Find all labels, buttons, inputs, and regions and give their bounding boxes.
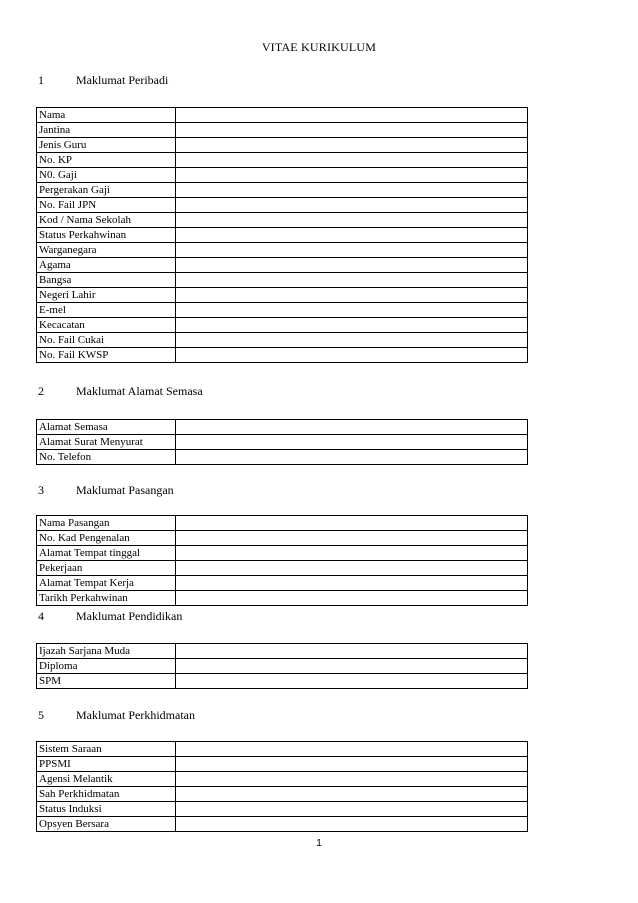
section-1-heading bbox=[38, 73, 168, 88]
field-value-cell[interactable] bbox=[176, 273, 528, 288]
field-label: Status Perkahwinan bbox=[37, 228, 176, 243]
form-row bbox=[37, 108, 528, 123]
form-row bbox=[37, 576, 528, 591]
field-value-cell[interactable] bbox=[176, 435, 528, 450]
form-row bbox=[37, 757, 528, 772]
field-value-cell[interactable] bbox=[176, 561, 528, 576]
form-row bbox=[37, 168, 528, 183]
form-row bbox=[37, 420, 528, 435]
field-label: Nama Pasangan bbox=[37, 516, 176, 531]
field-label: N0. Gaji bbox=[37, 168, 176, 183]
section-number: 5 bbox=[38, 708, 44, 722]
form-row bbox=[37, 258, 528, 273]
field-label: Sah Perkhidmatan bbox=[37, 787, 176, 802]
field-label: Bangsa bbox=[37, 273, 176, 288]
field-label: Alamat Tempat tinggal bbox=[37, 546, 176, 561]
field-label: Opsyen Bersara bbox=[37, 817, 176, 832]
field-value-cell[interactable] bbox=[176, 153, 528, 168]
section-number: 3 bbox=[38, 483, 44, 497]
field-value-cell[interactable] bbox=[176, 674, 528, 689]
field-label: Jenis Guru bbox=[37, 138, 176, 153]
form-row bbox=[37, 228, 528, 243]
form-row bbox=[37, 659, 528, 674]
field-value-cell[interactable] bbox=[176, 516, 528, 531]
field-label: Tarikh Perkahwinan bbox=[37, 591, 176, 606]
section-title: Maklumat Pendidikan bbox=[76, 609, 183, 623]
form-row bbox=[37, 348, 528, 363]
section-5-table bbox=[36, 741, 528, 832]
field-value-cell[interactable] bbox=[176, 644, 528, 659]
field-value-cell[interactable] bbox=[176, 591, 528, 606]
section-5-heading bbox=[38, 708, 195, 723]
field-label: Alamat Semasa bbox=[37, 420, 176, 435]
field-value-cell[interactable] bbox=[176, 546, 528, 561]
field-label: No. Fail Cukai bbox=[37, 333, 176, 348]
field-value-cell[interactable] bbox=[176, 108, 528, 123]
field-label: Ijazah Sarjana Muda bbox=[37, 644, 176, 659]
field-value-cell[interactable] bbox=[176, 450, 528, 465]
field-value-cell[interactable] bbox=[176, 243, 528, 258]
field-value-cell[interactable] bbox=[176, 138, 528, 153]
field-label: Pergerakan Gaji bbox=[37, 183, 176, 198]
section-number: 4 bbox=[38, 609, 44, 623]
field-value-cell[interactable] bbox=[176, 168, 528, 183]
section-number: 1 bbox=[38, 73, 44, 87]
field-label: Alamat Tempat Kerja bbox=[37, 576, 176, 591]
field-label: E-mel bbox=[37, 303, 176, 318]
section-number: 2 bbox=[38, 384, 44, 398]
field-label: No. Fail KWSP bbox=[37, 348, 176, 363]
form-row bbox=[37, 273, 528, 288]
field-value-cell[interactable] bbox=[176, 659, 528, 674]
section-title: Maklumat Pasangan bbox=[76, 483, 174, 497]
field-value-cell[interactable] bbox=[176, 228, 528, 243]
field-label: No. Fail JPN bbox=[37, 198, 176, 213]
field-label: No. KP bbox=[37, 153, 176, 168]
form-row bbox=[37, 243, 528, 258]
section-4-heading bbox=[38, 609, 182, 624]
field-value-cell[interactable] bbox=[176, 198, 528, 213]
field-value-cell[interactable] bbox=[176, 742, 528, 757]
field-value-cell[interactable] bbox=[176, 772, 528, 787]
form-row bbox=[37, 561, 528, 576]
section-title: Maklumat Alamat Semasa bbox=[76, 384, 203, 398]
section-2-heading bbox=[38, 384, 203, 399]
form-row bbox=[37, 546, 528, 561]
form-row bbox=[37, 435, 528, 450]
field-value-cell[interactable] bbox=[176, 817, 528, 832]
field-value-cell[interactable] bbox=[176, 183, 528, 198]
field-value-cell[interactable] bbox=[176, 318, 528, 333]
field-label: No. Kad Pengenalan bbox=[37, 531, 176, 546]
field-label: No. Telefon bbox=[37, 450, 176, 465]
field-label: PPSMI bbox=[37, 757, 176, 772]
field-label: Kod / Nama Sekolah bbox=[37, 213, 176, 228]
form-row bbox=[37, 644, 528, 659]
form-row bbox=[37, 318, 528, 333]
form-row bbox=[37, 198, 528, 213]
section-1-table bbox=[36, 107, 528, 363]
field-label: Negeri Lahir bbox=[37, 288, 176, 303]
field-value-cell[interactable] bbox=[176, 531, 528, 546]
field-value-cell[interactable] bbox=[176, 420, 528, 435]
field-label: Sistem Saraan bbox=[37, 742, 176, 757]
field-value-cell[interactable] bbox=[176, 787, 528, 802]
field-value-cell[interactable] bbox=[176, 576, 528, 591]
form-row bbox=[37, 333, 528, 348]
form-row bbox=[37, 802, 528, 817]
section-title: Maklumat Peribadi bbox=[76, 73, 169, 87]
form-row bbox=[37, 303, 528, 318]
form-row bbox=[37, 772, 528, 787]
section-2-table bbox=[36, 419, 528, 465]
field-value-cell[interactable] bbox=[176, 333, 528, 348]
field-value-cell[interactable] bbox=[176, 213, 528, 228]
field-label: Alamat Surat Menyurat bbox=[37, 435, 176, 450]
form-row bbox=[37, 591, 528, 606]
form-row bbox=[37, 288, 528, 303]
field-label: Agama bbox=[37, 258, 176, 273]
field-label: Diploma bbox=[37, 659, 176, 674]
field-label: Pekerjaan bbox=[37, 561, 176, 576]
field-label: Jantina bbox=[37, 123, 176, 138]
form-row bbox=[37, 516, 528, 531]
document-title: VITAE KURIKULUM bbox=[261, 40, 377, 54]
form-row bbox=[37, 153, 528, 168]
field-value-cell[interactable] bbox=[176, 288, 528, 303]
form-row bbox=[37, 674, 528, 689]
field-value-cell[interactable] bbox=[176, 303, 528, 318]
field-value-cell[interactable] bbox=[176, 348, 528, 363]
field-value-cell[interactable] bbox=[176, 123, 528, 138]
form-row bbox=[37, 123, 528, 138]
form-row bbox=[37, 531, 528, 546]
form-row bbox=[37, 742, 528, 757]
form-row bbox=[37, 817, 528, 832]
section-4-table bbox=[36, 643, 528, 689]
form-row bbox=[37, 183, 528, 198]
section-3-table bbox=[36, 515, 528, 606]
form-row bbox=[37, 213, 528, 228]
field-label: Kecacatan bbox=[37, 318, 176, 333]
field-label: SPM bbox=[37, 674, 176, 689]
field-value-cell[interactable] bbox=[176, 802, 528, 817]
page-number: 1 bbox=[316, 838, 322, 849]
form-row bbox=[37, 138, 528, 153]
form-row bbox=[37, 787, 528, 802]
field-label: Agensi Melantik bbox=[37, 772, 176, 787]
field-label: Warganegara bbox=[37, 243, 176, 258]
field-value-cell[interactable] bbox=[176, 258, 528, 273]
field-value-cell[interactable] bbox=[176, 757, 528, 772]
field-label: Nama bbox=[37, 108, 176, 123]
field-label: Status Induksi bbox=[37, 802, 176, 817]
section-3-heading bbox=[38, 483, 174, 498]
section-title: Maklumat Perkhidmatan bbox=[76, 708, 195, 722]
form-row bbox=[37, 450, 528, 465]
